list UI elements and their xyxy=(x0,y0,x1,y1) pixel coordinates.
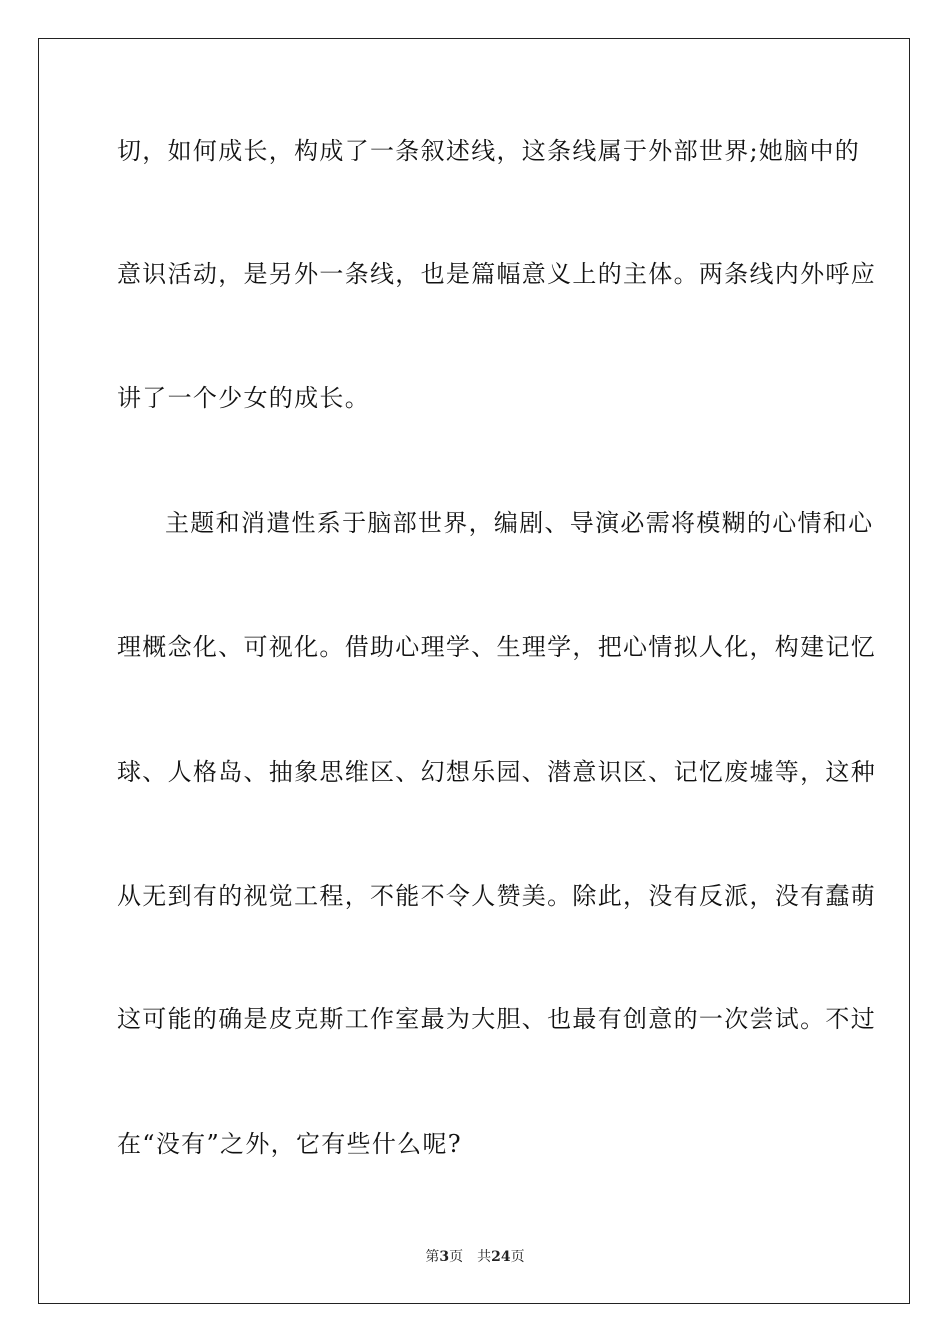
page-number: 3 xyxy=(439,1249,450,1265)
page-footer xyxy=(0,1248,950,1266)
total-suffix: 页 xyxy=(510,1249,525,1265)
text-line: 理概念化、可视化。借助心理学、生理学，把心情拟人化，构建记忆 xyxy=(117,633,876,661)
text-line: 在“没有”之外，它有些什么呢? xyxy=(117,1130,462,1158)
text-line: 主题和消遣性系于脑部世界，编剧、导演必需将模糊的心情和心 xyxy=(165,509,874,537)
text-line: 切，如何成长，构成了一条叙述线，这条线属于外部世界;她脑中的 xyxy=(117,137,861,165)
page-suffix: 页 xyxy=(449,1249,464,1265)
text-line: 意识活动，是另外一条线，也是篇幅意义上的主体。两条线内外呼应 xyxy=(117,260,876,288)
page-border xyxy=(38,38,910,1304)
text-line: 从无到有的视觉工程，不能不令人赞美。除此，没有反派，没有蠢萌 xyxy=(117,882,876,910)
text-line: 球、人格岛、抽象思维区、幻想乐园、潜意识区、记忆废墟等，这种 xyxy=(117,758,876,786)
total-prefix: 共 xyxy=(477,1249,492,1265)
text-line: 这可能的确是皮克斯工作室最为大胆、也最有创意的一次尝试。不过 xyxy=(117,1005,876,1033)
text-line: 讲了一个少女的成长。 xyxy=(117,384,370,412)
total-pages: 24 xyxy=(491,1249,511,1265)
page-prefix: 第 xyxy=(425,1249,440,1265)
